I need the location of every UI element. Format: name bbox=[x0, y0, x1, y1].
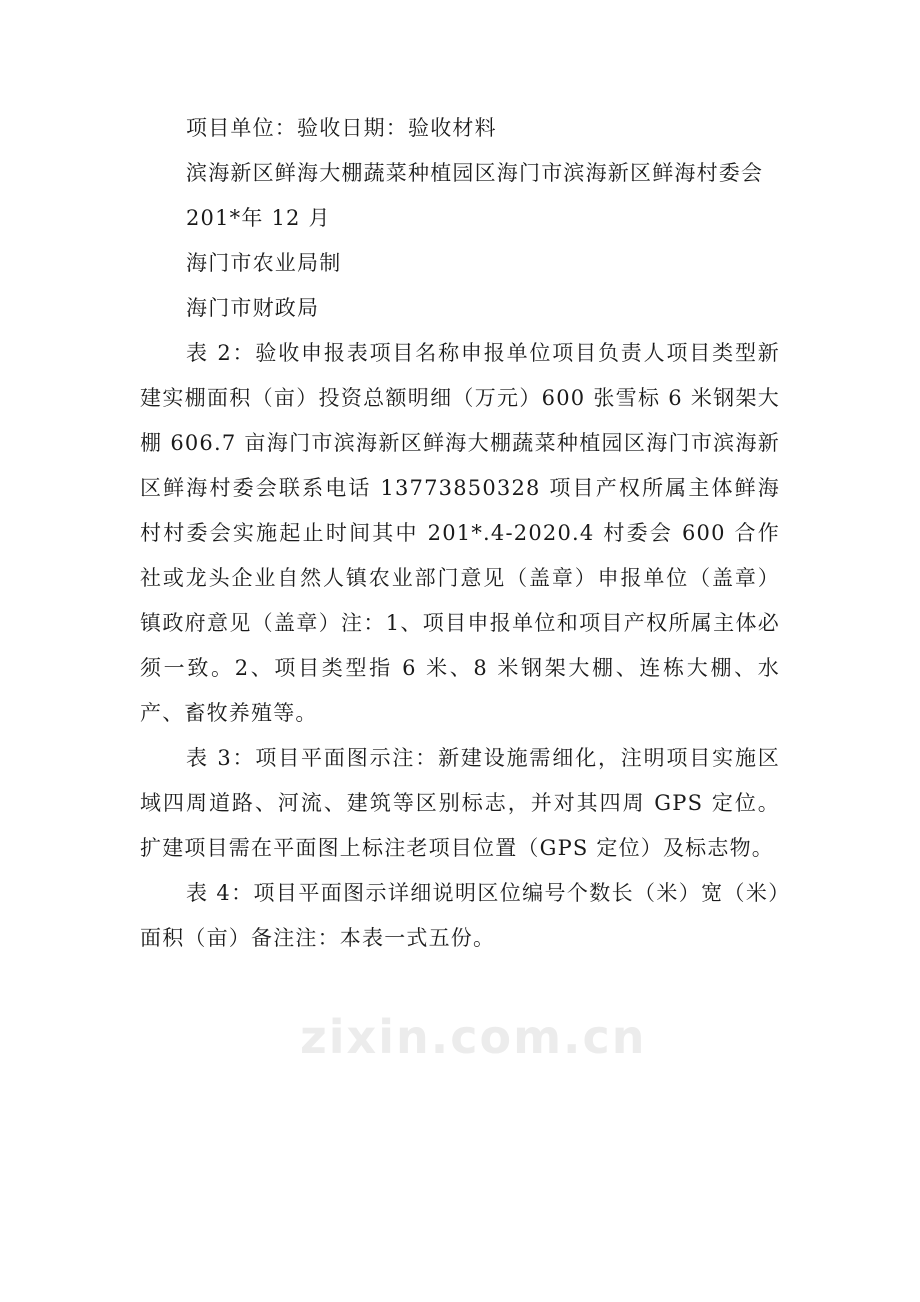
paragraph-table-4: 表 4：项目平面图示详细说明区位编号个数长（米）宽（米）面积（亩）备注注：本表一式五份。 bbox=[140, 881, 780, 950]
paragraph-table-2: 表 2：验收申报表项目名称申报单位项目负责人项目类型新建实棚面积（亩）投资总额明细（万元）600 张雪标 6 米钢架大棚 606.7 亩海门市滨海新区鲜海大棚蔬菜种植园区海门市滨海新区鲜海村委会联系电话 13773850328 项目产权所属主体鲜海村村委会实施起止时间其中 201*.4-2020.4 村委会 600 合作社或龙头企业自然人镇农业部门意见（盖章）申报单位（盖章）镇政府意见（盖章）注：1、项目申报单位和项目产权所属主体必须一致。2、项目类型指 6 米、8 米钢架大棚、连栋大棚、水产、畜牧养殖等。 bbox=[140, 341, 780, 725]
paragraph-date: 201*年 12 月 bbox=[186, 206, 331, 230]
paragraph-issuer-agriculture: 海门市农业局制 bbox=[186, 251, 342, 275]
document-body bbox=[140, 106, 780, 961]
paragraph-table-3: 表 3：项目平面图示注：新建设施需细化，注明项目实施区域四周道路、河流、建筑等区别标志，并对其四周 GPS 定位。扩建项目需在平面图上标注老项目位置（GPS 定位）及标志物。 bbox=[140, 746, 780, 860]
paragraph-issuer-finance: 海门市财政局 bbox=[186, 296, 320, 320]
paragraph-project-unit: 项目单位：验收日期：验收材料 bbox=[186, 116, 497, 140]
watermark-text: zixin.com.cn bbox=[300, 1010, 647, 1064]
paragraph-project-name: 滨海新区鲜海大棚蔬菜种植园区海门市滨海新区鲜海村委会 bbox=[186, 161, 764, 185]
